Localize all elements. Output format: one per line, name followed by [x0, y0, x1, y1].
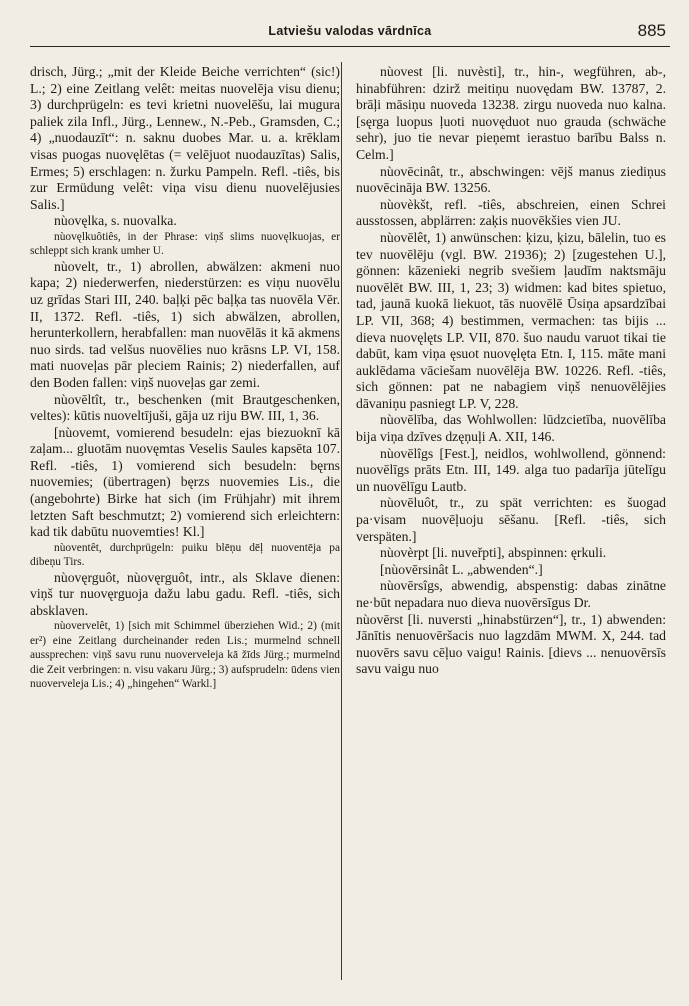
- dictionary-entry: nùovēlība, das Wohlwollen: lūdzcietība, nuovēlība bija viņa dzīves dzęņuļi A. XII, 146.: [356, 412, 666, 445]
- dictionary-entry: nùovērst [li. nuversti „hinabstürzen“], tr., 1) abwenden: Jānītis nenuovēršacis nuo lagzdām MWM. X, 244. tad nuovērs savu cēļuo vaigu! Rainis. [dievs ... nenuovērsīs savu vaigu nuo: [356, 611, 666, 677]
- dictionary-entry: [nùovemt, vomierend besudeln: ejas biezuoknī kā zaļam... gluotām nuovęmtas Veselis Saules kapsēta 107. Refl. -tiês, 1) vomierend sich besudeln: bęrns nuovemies; (übertragen) bęrzs nuovemies Lis., die (angebohrte) Birke hat sich (im Frühjahr) mit ihrem letzten Saft beschmutzt; 2) vomierend sich erleichtern: kad tik dabūtu nuovemties! Kl.]: [30, 424, 340, 540]
- dictionary-entry: nùovēltît, tr., beschenken (mit Brautgeschenken, veltes): kūtis nuoveltījuši, gāja uz riju BW. III, 1, 36.: [30, 391, 340, 424]
- dictionary-entry: nùovèrpt [li. nuveřpti], abspinnen: ęrkuli.: [380, 545, 607, 561]
- running-title: Latviešu valodas vārdnīca: [268, 24, 432, 38]
- right-column: [356, 64, 666, 678]
- dictionary-entry: nùoventêt, durchprügeln: puiku blēņu dēļ nuoventēja pa dibeņu Tirs.: [30, 541, 340, 569]
- page-number: 885: [637, 21, 666, 40]
- column-divider: [341, 62, 342, 980]
- dictionary-entry: nùovęlkuôtiês, in der Phrase: viņš slims nuovęlkuojas, er schleppt sich krank umher U.: [30, 230, 340, 258]
- dictionary-entry: nùovēluôt, tr., zu spät verrichten: es šuogad pa·visam nuovēļuoju sēšanu. [Refl. -tiês, sich verspäten.]: [356, 495, 666, 544]
- dictionary-entry: nùovērsîgs, abwendig, abspenstig: dabas zinātne ne·būt nepadara nuo dieva nuovērsīgus Dr.: [356, 578, 666, 610]
- dictionary-entry: drisch, Jürg.; „mit der Kleide Beiche verrichten“ (sic!) L.; 2) eine Zeitlang velêt: meitas nuovelēja visu dienu; 3) durchprügeln: es tevi krietni nuovelēšu, lai mugura paliek zila Infl., Jürg., Lennew., N.-Peb., Gramsden, C.; 4) „nuodauzīt“: n. saknu duobes Mar. u. a. krēklam visas puogas nuovęlētas (= velējuot nuodauzītas) Salis, Ermes; 5) erschlagen: n. žurku Pampeln. Refl. -tiês, bis zur Ermüdung velêt: viņa visu dienu nuovelējusies Salis.]: [30, 64, 340, 212]
- dictionary-entry: nùovervelêt, 1) [sich mit Schimmel überziehen Wid.; 2) (mit er²) eine Zeitlang durcheinander reden Lis.; murmelnd schnell aussprechen: viņš savu runu nuoverveleja kā žīds Jürg.; murmelnd die Zeit verbringen: n. visu vakaru Jürg.; 3) aufsprudeln: ūdens vien nuoverveleja Lis.; 4) „hingehen“ Warkl.]: [30, 620, 340, 691]
- dictionary-entry: nùovēlêt, 1) anwünschen: ķizu, ķizu, bālelin, tuo es tev nuovēlēju (vgl. BW. 21936); 2) [zugestehen U.], gönnen: kāzenieki negrib svešiem ļaudīm naktsmāju nuovēlēt BW. III, 1, 23; 3) widmen: kad bites spietuo, tad, jaunā kuokā liekuot, tās nuovēlē Ūsiņa apsardzībai LP. VII, 368; 4) bestimmen, vermachen: tas bijis ... dieva nuovęlęts LP. VII, 870. šuo naudu varuot tikai tie dabūt, kam viņa ęsuot nuovęlęta Etn. I, 115. māte mani auklēdama vāciešam nuovēlēja BW. 10226. Refl. -tiês, sich gönnen: pat ne nabagiem viņš nenuovēlējies dāvaniņu pasniegt LP. V, 228.: [356, 229, 666, 411]
- dictionary-entry: [nùovērsinât L. „abwenden“.]: [380, 561, 543, 577]
- dictionary-entry: nùovest [li. nuvèsti], tr., hin-, wegführen, ab-, hinabführen: dzirž meitiņu nuovędam BW. 13787, 2. brāļi māsiņu nuoveda 13238. zirgu nuoveda nuo kalna. [sęrga luopus ļuoti nuovęduot nuo grauda (schwäche sehr), juo tie nevar pieņemt ierastuo barību Balss n. Celm.]: [356, 64, 666, 162]
- dictionary-entry: nùovelt, tr., 1) abrollen, abwälzen: akmeni nuo kapa; 2) niederwerfen, niederstürzen: es viņu nuovēlu uz grīdas Stari III, 240. baļķi pēc baļķa tas nuovēla Vēr. II, 1372. Refl. -tiês, 1) sich abwälzen, abrollen, herunterkollern, herabfallen: man nuovēlās it kā akmens nuo sirds. tad velšus nuovēlies nuo krāsns LP. VI, 158. mati nuoveļas pār pleciem Rainis; 2) niederfallen, auf den Boden fallen: viņš nuoveļas gar zemi.: [30, 258, 340, 390]
- dictionary-entry: nùovèkšt, refl. -tiês, abschreien, einen Schrei ausstossen, abplärren: zaķis nuovēkšies vien JU.: [356, 196, 666, 229]
- left-column: [30, 64, 340, 691]
- dictionary-entry: nùovēcinât, tr., abschwingen: vējš manus ziediņus nuovēcināja BW. 13256.: [356, 163, 666, 196]
- dictionary-entry: nùovęlka, s. nuovalka.: [54, 213, 177, 229]
- page-header: [30, 18, 670, 47]
- dictionary-entry: nùovēlîgs [Fest.], neidlos, wohlwollend, gönnend: nuovēlīgs prāts Etn. III, 149. alga tuo padarīja jūtelīgu un nuovēlīgu Lautb.: [356, 445, 666, 494]
- dictionary-entry: nùovęrguôt, nùovęrguôt, intr., als Sklave dienen: viņš tur nuovęrguoja dažu labu gadu. Refl. -tiês, sich absklaven.: [30, 569, 340, 618]
